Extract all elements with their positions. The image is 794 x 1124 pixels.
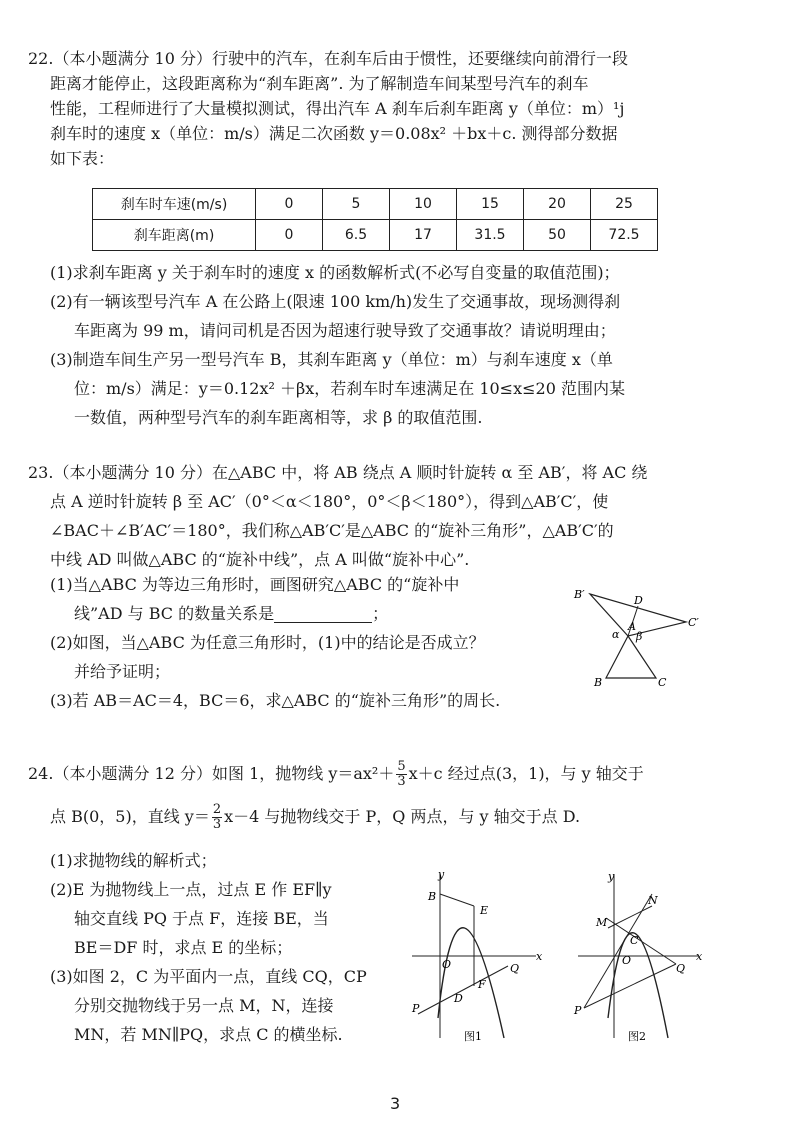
- table-cell: 0: [256, 189, 323, 220]
- q23-line-2: 点 A 逆时针旋转 β 至 AC′（0°＜α＜180°，0°＜β＜180°），得到△AB′C′，使: [50, 492, 609, 511]
- q24-line-2-post: x－4 与抛物线交于 P，Q 两点，与 y 轴交于点 D.: [224, 807, 581, 826]
- label-m: M: [596, 916, 608, 929]
- frac-denominator: 3: [212, 817, 222, 832]
- q23-parts: [28, 572, 568, 713]
- parabola-curve: [438, 928, 504, 1038]
- line-pn: [584, 894, 652, 1008]
- label-b: B: [594, 676, 603, 689]
- label-c-prime: C′: [688, 616, 699, 629]
- label-o: O: [622, 954, 632, 967]
- label-b: B: [428, 890, 437, 903]
- segment-be: [440, 894, 474, 906]
- fraction-two-thirds: [212, 803, 222, 832]
- figure-2-caption: 图2: [628, 1030, 646, 1043]
- label-beta: β: [636, 630, 643, 643]
- label-c: C: [658, 676, 667, 689]
- question-22: [28, 46, 768, 171]
- q22-line-2: 距离才能停止，这段距离称为“刹车距离”. 为了解制造车间某型号汽车的刹车: [50, 74, 589, 93]
- q23-part-3: (3)若 AB＝AC＝4，BC＝6，求△ABC 的“旋补三角形”的周长.: [50, 691, 501, 710]
- q24-line-1-post: x＋c 经过点(3，1)，与 y 轴交于: [408, 764, 644, 783]
- label-q: Q: [676, 962, 686, 975]
- q22-part-3b: 位：m/s）满足：y＝0.12x² ＋βx，若刹车时车速满足在 10≤x≤20 范围内某: [74, 379, 625, 398]
- q22-part-1: (1)求刹车距离 y 关于刹车时的速度 x 的函数解析式(不必写自变量的取值范围)；: [50, 263, 620, 282]
- label-alpha: α: [612, 628, 620, 641]
- label-b-prime: B′: [574, 588, 585, 601]
- q22-part-2a: (2)有一辆该型号汽车 A 在公路上(限速 100 km/h)发生了交通事故，现场测得刹: [50, 292, 621, 311]
- q23-part-2b: 并给予证明；: [74, 662, 171, 681]
- table-cell: 20: [524, 189, 591, 220]
- label-x: x: [536, 950, 543, 963]
- table-cell: 15: [457, 189, 524, 220]
- q24-part-2a: (2)E 为抛物线上一点，过点 E 作 EF∥y: [50, 880, 332, 899]
- q24-line-2-pre: 点 B(0，5)，直线 y＝: [50, 807, 210, 826]
- q22-line-1: 22.（本小题满分 10 分）行驶中的汽车，在刹车后由于惯性，还要继续向前滑行一段: [28, 49, 628, 68]
- frac-numerator: 2: [212, 802, 222, 817]
- page-number: 3: [390, 1094, 401, 1113]
- speed-distance-table: [92, 188, 658, 251]
- parabola-figure-1: [408, 868, 548, 1048]
- table-cell: 5: [323, 189, 390, 220]
- label-c: C: [630, 934, 639, 947]
- q24-part-3b: 分别交抛物线于另一点 M，N，连接: [74, 996, 334, 1015]
- q23-line-3: ∠BAC＋∠B′AC′＝180°，我们称△AB′C′是△ABC 的“旋补三角形”，△AB′C′的: [50, 521, 614, 540]
- q22-part-2b: 车距离为 99 m，请问司机是否因为超速行驶导致了交通事故？请说明理由；: [74, 321, 616, 340]
- frac-denominator: 3: [397, 774, 406, 789]
- table-cell: 50: [524, 220, 591, 251]
- table-row-speed: [93, 189, 658, 220]
- figure-1-caption: 图1: [464, 1030, 482, 1043]
- line-qm: [606, 918, 676, 964]
- q22-line-4: 刹车时的速度 x（单位：m/s）满足二次函数 y＝0.08x² ＋bx＋c. 测得部分数据: [50, 124, 618, 143]
- label-n: N: [648, 894, 658, 907]
- label-y: y: [438, 868, 445, 881]
- question-23: [28, 460, 768, 572]
- q22-part-3a: (3)制造车间生产另一型号汽车 B，其刹车距离 y（单位：m）与刹车速度 x（单: [50, 350, 613, 369]
- rotation-triangle-figure: [568, 582, 708, 692]
- table-cell: 10: [390, 189, 457, 220]
- table-cell: 25: [591, 189, 658, 220]
- fraction-five-thirds: [396, 760, 406, 789]
- segment-mn: [608, 906, 652, 928]
- label-e: E: [480, 904, 489, 917]
- table-cell: 6.5: [323, 220, 390, 251]
- label-f: F: [478, 978, 486, 991]
- q23-part-1b-end: ；: [372, 604, 389, 623]
- triangle-abc: [606, 636, 656, 678]
- frac-numerator: 5: [397, 759, 406, 774]
- label-y: y: [608, 870, 615, 883]
- label-x: x: [696, 950, 703, 963]
- table-header-speed: 刹车时车速(m/s): [93, 189, 256, 220]
- parabola-curve: [608, 933, 668, 1038]
- q24-line-1-pre: 24.（本小题满分 12 分）如图 1，抛物线 y＝ax²＋: [28, 764, 395, 783]
- question-24: [28, 760, 768, 832]
- label-d: D: [634, 594, 643, 607]
- label-p: P: [412, 1002, 420, 1015]
- table-cell: 31.5: [457, 220, 524, 251]
- table-cell: 72.5: [591, 220, 658, 251]
- q23-part-2a: (2)如图，当△ABC 为任意三角形时，(1)中的结论是否成立？: [50, 633, 485, 652]
- label-a: A: [628, 620, 636, 633]
- q24-part-2c: BE＝DF 时，求点 E 的坐标；: [74, 938, 293, 957]
- parabola-figure-2: [568, 868, 708, 1048]
- label-d: D: [454, 992, 463, 1005]
- label-q: Q: [510, 962, 520, 975]
- answer-blank: [274, 606, 372, 623]
- q24-part-3c: MN，若 MN∥PQ，求点 C 的横坐标.: [74, 1025, 343, 1044]
- q23-part-1b: [28, 601, 568, 626]
- q24-line-1: [28, 760, 768, 789]
- q23-line-4: 中线 AD 叫做△ABC 的“旋补中线”，点 A 叫做“旋补中心”.: [50, 550, 470, 569]
- q22-part-3c: 一数值，两种型号汽车的刹车距离相等，求 β 的取值范围.: [74, 408, 483, 427]
- line-pq: [418, 966, 508, 1014]
- q23-part-1a: (1)当△ABC 为等边三角形时，画图研究△ABC 的“旋补中: [50, 575, 460, 594]
- q24-parts: [28, 848, 408, 1047]
- q23-part-1b-text: 线”AD 与 BC 的数量关系是: [74, 604, 275, 623]
- table-header-distance: 刹车距离(m): [93, 220, 256, 251]
- q22-parts: [28, 260, 768, 430]
- label-o: O: [442, 958, 452, 971]
- label-p: P: [574, 1004, 582, 1017]
- table-cell: 0: [256, 220, 323, 251]
- q24-part-1: (1)求抛物线的解析式；: [50, 851, 217, 870]
- q24-part-3a: (3)如图 2，C 为平面内一点，直线 CQ，CP: [50, 967, 367, 986]
- q24-part-2b: 轴交直线 PQ 于点 F，连接 BE，当: [74, 909, 329, 928]
- table-row-distance: [93, 220, 658, 251]
- q24-line-2: [28, 803, 768, 832]
- table-cell: 17: [390, 220, 457, 251]
- q22-line-3: 性能，工程师进行了大量模拟测试，得出汽车 A 刹车后刹车距离 y（单位：m）¹j: [50, 99, 625, 118]
- q22-line-5: 如下表：: [50, 149, 115, 168]
- q23-line-1: 23.（本小题满分 10 分）在△ABC 中，将 AB 绕点 A 顺时针旋转 α 至 AB′，将 AC 绕: [28, 463, 648, 482]
- line-pq: [584, 964, 676, 1008]
